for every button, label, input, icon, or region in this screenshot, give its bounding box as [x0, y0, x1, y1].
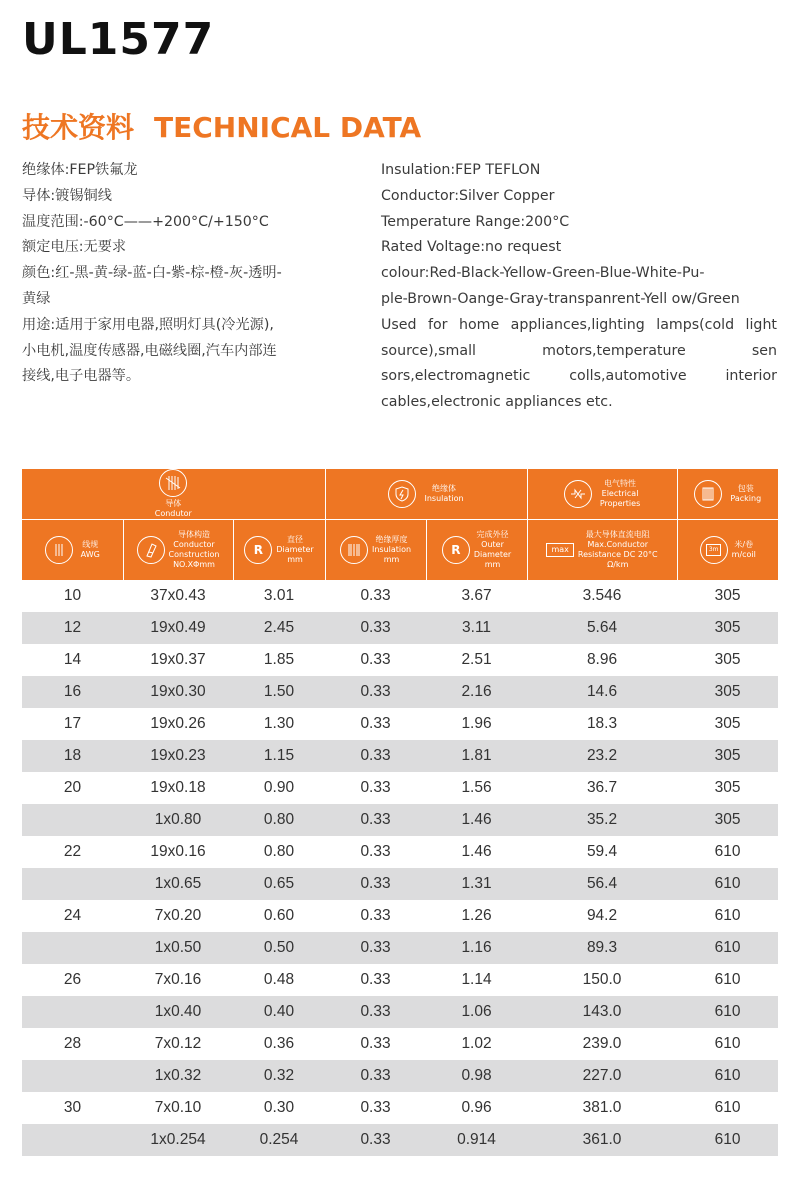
cell-insulation-thickness: 0.33: [325, 868, 426, 900]
table-row: [22, 676, 778, 708]
cell-construction: 19x0.18: [150, 779, 206, 796]
cell-construction: 1x0.50: [123, 932, 233, 964]
col-outer-cn: 完成外径: [476, 530, 509, 539]
cell-awg: [22, 804, 123, 836]
cell-insulation-thickness: 0.33: [360, 587, 391, 604]
cell-insulation-thickness: 0.33: [325, 1124, 426, 1156]
spec-en-voltage: Rated Voltage:no request: [381, 239, 562, 256]
spec-cn-block: [22, 158, 352, 390]
table-row: [22, 932, 778, 964]
cell-awg: 28: [63, 1035, 82, 1052]
electrical-symbol-icon: [564, 480, 592, 508]
cell-packing: 610: [714, 907, 741, 924]
cell-outer-diameter: 1.14: [461, 971, 492, 988]
col-header-diameter: [233, 520, 325, 581]
col-outer-en-2: Diameter: [473, 550, 512, 559]
cell-diameter: 0.50: [233, 932, 325, 964]
cell-diameter: 0.90: [263, 779, 295, 796]
technical-data-table: [22, 469, 778, 1156]
table-body: [22, 580, 778, 1156]
cell-outer-diameter: 1.56: [461, 779, 492, 796]
col-construction-en-2: Construction: [168, 550, 220, 559]
spec-cn-temperature: 温度范围:-60°C——+200°C/+150°C: [22, 213, 269, 230]
cell-outer-diameter: 1.06: [426, 996, 527, 1028]
group-header-packing: [677, 469, 778, 520]
cell-outer-diameter: 3.67: [461, 587, 492, 604]
section-title-en: TECHNICAL DATA: [154, 111, 422, 144]
cell-packing: 610: [677, 868, 778, 900]
cell-construction: 19x0.23: [123, 740, 233, 772]
col-header-construction: [123, 520, 233, 581]
cell-construction: 19x0.16: [150, 843, 206, 860]
col-resistance-en-1: Max.Conductor: [587, 540, 648, 549]
cell-packing: 305: [677, 676, 778, 708]
cell-resistance: 227.0: [527, 1060, 677, 1092]
group-electrical-en-1: Electrical: [601, 489, 639, 498]
cell-insulation-thickness: 0.33: [360, 971, 391, 988]
cell-resistance: 5.64: [527, 612, 677, 644]
cell-awg: 24: [63, 907, 82, 924]
conductor-cross-section-icon: [137, 536, 165, 564]
cell-resistance: 94.2: [586, 907, 618, 924]
col-outer-en-1: Outer: [481, 540, 504, 549]
cell-outer-diameter: 0.96: [461, 1099, 492, 1116]
wire-strand-icon: [159, 469, 187, 497]
cell-packing: 610: [677, 932, 778, 964]
col-awg-cn: 线规: [82, 540, 99, 549]
cell-awg: 26: [63, 971, 82, 988]
cell-outer-diameter: 1.46: [426, 804, 527, 836]
cell-resistance: 89.3: [527, 932, 677, 964]
cell-insulation-thickness: 0.33: [325, 996, 426, 1028]
cell-insulation-thickness: 0.33: [325, 1060, 426, 1092]
cell-packing: 610: [714, 1099, 741, 1116]
col-ins-thick-cn: 绝缘厚度: [375, 535, 408, 544]
cell-packing: 305: [714, 715, 741, 732]
cell-resistance: 3.546: [582, 587, 622, 604]
table-row: [22, 804, 778, 836]
table-row: [22, 772, 778, 804]
cell-awg: 14: [63, 651, 82, 668]
group-packing-cn: 包装: [737, 484, 754, 493]
cell-insulation-thickness: 0.33: [325, 740, 426, 772]
table-row: [22, 900, 778, 932]
cell-diameter: 0.40: [233, 996, 325, 1028]
cell-packing: 305: [677, 612, 778, 644]
spec-en-block: [381, 158, 777, 416]
cell-diameter: 2.45: [233, 612, 325, 644]
group-electrical-cn: 电气特性: [604, 479, 637, 488]
cell-packing: 610: [677, 1060, 778, 1092]
model-title: UL1577: [22, 14, 215, 65]
cell-outer-diameter: 2.16: [426, 676, 527, 708]
cell-diameter: 1.85: [263, 651, 295, 668]
cell-resistance: 143.0: [527, 996, 677, 1028]
cell-diameter: 0.254: [233, 1124, 325, 1156]
cell-diameter: 0.36: [263, 1035, 295, 1052]
cell-construction: 7x0.16: [154, 971, 202, 988]
col-packing-en: m/coil: [731, 550, 756, 559]
cell-outer-diameter: 0.914: [426, 1124, 527, 1156]
cell-packing: 610: [677, 1124, 778, 1156]
cell-insulation-thickness: 0.33: [360, 779, 391, 796]
group-electrical-en-2: Properties: [599, 499, 641, 508]
col-header-resistance: [527, 520, 677, 581]
cell-construction: 7x0.10: [154, 1099, 202, 1116]
cell-construction: 19x0.30: [123, 676, 233, 708]
resistor-max-icon: max: [546, 543, 573, 557]
cell-construction: 1x0.32: [123, 1060, 233, 1092]
cell-outer-diameter: 1.16: [426, 932, 527, 964]
outer-radius-icon: R: [442, 536, 470, 564]
col-header-insulation-thickness: [325, 520, 426, 581]
cell-insulation-thickness: 0.33: [325, 932, 426, 964]
cell-outer-diameter: 1.81: [426, 740, 527, 772]
cell-outer-diameter: 1.26: [461, 907, 492, 924]
cell-resistance: 381.0: [582, 1099, 622, 1116]
table-column-header-row: [22, 520, 778, 581]
cell-packing: 305: [714, 779, 741, 796]
table-group-header-row: [22, 469, 778, 520]
col-resistance-unit: Ω/km: [607, 560, 629, 569]
cell-diameter: 0.48: [263, 971, 295, 988]
cell-packing: 610: [714, 1035, 741, 1052]
col-ins-thick-en: Insulation: [371, 545, 412, 554]
cell-resistance: 361.0: [527, 1124, 677, 1156]
cell-diameter: 3.01: [263, 587, 295, 604]
table-row: [22, 580, 778, 612]
table-row: [22, 708, 778, 740]
cell-resistance: 14.6: [527, 676, 677, 708]
table-row: [22, 740, 778, 772]
cell-packing: 305: [714, 651, 741, 668]
cell-outer-diameter: 1.96: [461, 715, 492, 732]
col-packing-cn: 米/卷: [734, 540, 754, 549]
col-resistance-cn: 最大导体直流电阻: [585, 530, 650, 539]
cell-outer-diameter: 1.02: [461, 1035, 492, 1052]
group-packing-en: Packing: [730, 494, 762, 503]
cell-diameter: 0.80: [233, 804, 325, 836]
col-diameter-en: Diameter: [276, 545, 314, 554]
cell-awg: 10: [63, 587, 82, 604]
cell-packing: 305: [677, 804, 778, 836]
cell-resistance: 150.0: [582, 971, 622, 988]
group-header-conductor: [22, 469, 325, 520]
cell-construction: 1x0.254: [123, 1124, 233, 1156]
table-row: [22, 1028, 778, 1060]
cell-resistance: 36.7: [586, 779, 618, 796]
cell-resistance: 8.96: [586, 651, 618, 668]
cell-awg: 30: [63, 1099, 82, 1116]
spec-en-colour-cont: ple-Brown-Oange-Gray-transpanrent-Yell ow/Green: [381, 290, 740, 307]
cell-outer-diameter: 1.46: [461, 843, 492, 860]
col-header-outer-diameter: [426, 520, 527, 581]
col-header-packing: [677, 520, 778, 581]
cell-construction: 1x0.80: [123, 804, 233, 836]
cell-insulation-thickness: 0.33: [325, 676, 426, 708]
cell-insulation-thickness: 0.33: [360, 651, 391, 668]
cell-outer-diameter: 2.51: [461, 651, 492, 668]
table-row: [22, 1092, 778, 1124]
col-construction-en-1: Conductor: [173, 540, 215, 549]
spec-en-temperature: Temperature Range:200°C: [381, 213, 570, 230]
cell-insulation-thickness: 0.33: [360, 1099, 391, 1116]
group-header-insulation: [325, 469, 527, 520]
group-conductor-cn: 导体: [165, 499, 182, 508]
cell-resistance: 35.2: [527, 804, 677, 836]
cell-outer-diameter: 1.31: [426, 868, 527, 900]
group-conductor-en: Condutor: [154, 509, 192, 518]
cell-diameter: 0.80: [263, 843, 295, 860]
cell-packing: 305: [677, 740, 778, 772]
cell-awg: 22: [63, 843, 82, 860]
col-resistance-en-2: Resistance DC 20°C: [577, 550, 658, 559]
spec-cn-conductor: 导体:镀锡铜线: [22, 187, 112, 204]
cell-insulation-thickness: 0.33: [360, 1035, 391, 1052]
cell-insulation-thickness: 0.33: [325, 804, 426, 836]
col-ins-thick-unit: mm: [383, 555, 400, 564]
lightning-shield-icon: [388, 480, 416, 508]
cell-awg: 16: [22, 676, 123, 708]
radius-icon: R: [244, 536, 272, 564]
col-awg-en: AWG: [80, 550, 100, 559]
spec-cn-colour-cont: 黄绿: [22, 290, 51, 307]
cell-construction: 1x0.65: [123, 868, 233, 900]
cell-awg: 18: [22, 740, 123, 772]
cell-insulation-thickness: 0.33: [325, 612, 426, 644]
cell-diameter: 0.32: [233, 1060, 325, 1092]
cell-awg: [22, 868, 123, 900]
col-outer-unit: mm: [484, 560, 501, 569]
spec-en-conductor: Conductor:Silver Copper: [381, 187, 555, 204]
spec-en-usage: Used for home appliances,lighting lamps(cold light source),small motors,temperature sen sors,electromagnetic colls,automotive interior cables,electronic appliances etc.: [381, 316, 777, 411]
cell-packing: 610: [714, 843, 741, 860]
cell-diameter: 1.15: [233, 740, 325, 772]
cell-insulation-thickness: 0.33: [360, 715, 391, 732]
table-row: [22, 868, 778, 900]
cell-awg: [22, 932, 123, 964]
cell-resistance: 18.3: [586, 715, 618, 732]
col-header-awg: [22, 520, 123, 581]
cell-resistance: 23.2: [527, 740, 677, 772]
cell-awg: 20: [63, 779, 82, 796]
col-diameter-cn: 直径: [287, 535, 303, 544]
cell-construction: 19x0.37: [150, 651, 206, 668]
cell-awg: [22, 996, 123, 1028]
cell-diameter: 1.50: [233, 676, 325, 708]
cell-packing: 305: [714, 587, 741, 604]
cell-construction: 19x0.49: [123, 612, 233, 644]
col-construction-cn: 导体构造: [178, 530, 210, 539]
cell-packing: 610: [677, 996, 778, 1028]
spec-cn-usage: 用途:适用于家用电器,照明灯具(冷光源),: [22, 316, 274, 333]
length-3m-icon: 3m: [700, 536, 728, 564]
section-title-cn: 技术资料: [22, 111, 135, 144]
cell-diameter: 1.30: [263, 715, 295, 732]
col-construction-en-3: NO.XΦmm: [173, 560, 215, 569]
group-insulation-cn: 绝缘体: [432, 484, 457, 493]
cell-outer-diameter: 3.11: [426, 612, 527, 644]
table-row: [22, 996, 778, 1028]
table-row: [22, 1124, 778, 1156]
section-title: [22, 106, 421, 146]
cell-diameter: 0.60: [263, 907, 295, 924]
group-header-electrical: [527, 469, 677, 520]
cell-construction: 37x0.43: [150, 587, 206, 604]
cell-awg: [22, 1060, 123, 1092]
cell-diameter: 0.65: [233, 868, 325, 900]
cell-awg: [22, 1124, 123, 1156]
cell-resistance: 239.0: [582, 1035, 622, 1052]
cell-outer-diameter: 0.98: [426, 1060, 527, 1092]
cell-insulation-thickness: 0.33: [360, 843, 391, 860]
insulation-layer-icon: [340, 536, 368, 564]
spec-cn-insulation: 绝缘体:FEP铁氟龙: [22, 162, 138, 178]
table-row: [22, 836, 778, 868]
table-row: [22, 1060, 778, 1092]
cell-resistance: 59.4: [586, 843, 618, 860]
cell-construction: 19x0.26: [150, 715, 206, 732]
spec-cn-usage-cont: 小电机,温度传感器,电磁线圈,汽车内部连: [22, 342, 277, 359]
cell-construction: 7x0.20: [154, 907, 202, 924]
cell-packing: 610: [714, 971, 741, 988]
cell-diameter: 0.30: [263, 1099, 295, 1116]
cell-resistance: 56.4: [527, 868, 677, 900]
cell-construction: 7x0.12: [154, 1035, 202, 1052]
cell-insulation-thickness: 0.33: [360, 907, 391, 924]
spec-cn-usage-end: 接线,电子电器等。: [22, 368, 141, 385]
coil-icon: [694, 480, 722, 508]
spec-cn-voltage: 额定电压:无要求: [22, 239, 127, 256]
table-row: [22, 612, 778, 644]
spec-cn-colour: 颜色:红-黑-黄-绿-蓝-白-紫-棕-橙-灰-透明-: [22, 265, 282, 282]
spec-en-insulation: Insulation:FEP TEFLON: [381, 162, 541, 178]
col-diameter-unit: mm: [287, 555, 303, 564]
table-row: [22, 644, 778, 676]
cell-construction: 1x0.40: [123, 996, 233, 1028]
table-row: [22, 964, 778, 996]
group-insulation-en: Insulation: [424, 494, 464, 503]
spec-en-colour: colour:Red-Black-Yellow-Green-Blue-White-Pu-: [381, 265, 705, 282]
cable-strands-icon: [45, 536, 73, 564]
cell-awg: 12: [22, 612, 123, 644]
cell-awg: 17: [63, 715, 82, 732]
